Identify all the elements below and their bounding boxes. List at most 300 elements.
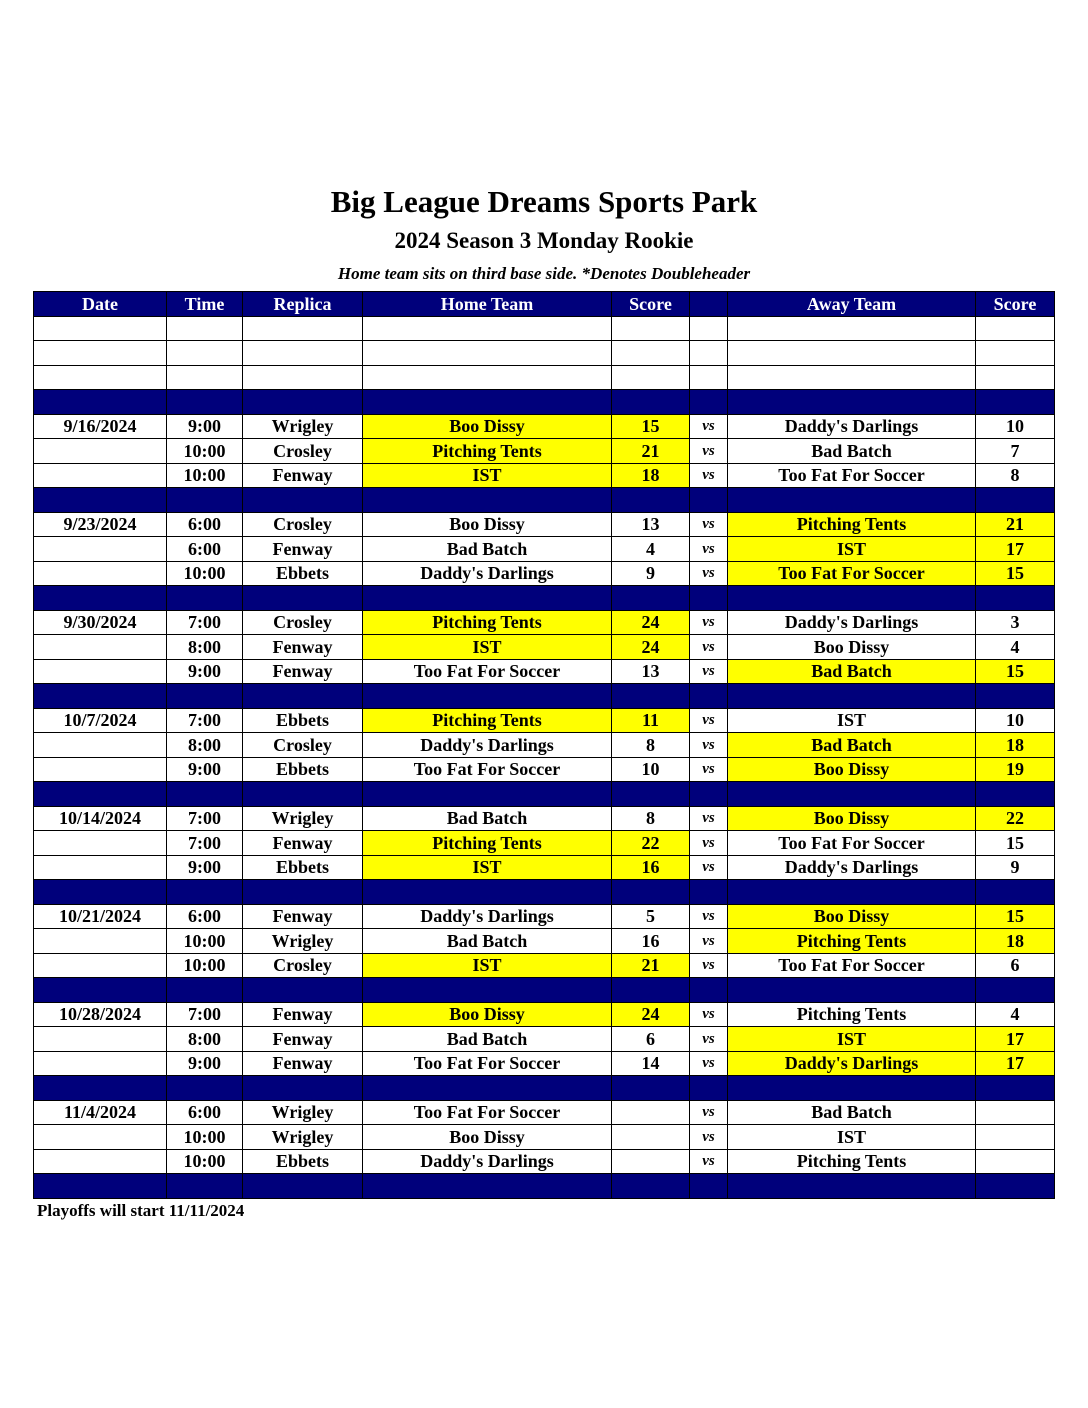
away-team: Daddy's Darlings [728,1051,976,1076]
vs-label: vs [690,610,728,635]
game-time: 9:00 [167,414,243,439]
game-replica: Ebbets [243,708,363,733]
empty-cell [728,390,976,415]
home-score: 6 [612,1027,690,1052]
empty-cell [612,365,690,390]
empty-cell [363,782,612,807]
empty-cell [34,341,167,366]
empty-cell [690,365,728,390]
page-title: Big League Dreams Sports Park [330,184,758,219]
empty-cell [34,586,167,611]
away-team: IST [728,1125,976,1150]
empty-cell [728,341,976,366]
empty-cell [363,316,612,341]
vs-label: vs [690,512,728,537]
home-team: Pitching Tents [363,610,612,635]
empty-cell [690,390,728,415]
col-home-team: Home Team [363,292,612,317]
empty-cell [976,586,1055,611]
empty-cell [34,880,167,905]
game-date [34,1149,167,1174]
home-score: 11 [612,708,690,733]
empty-cell [728,586,976,611]
away-team: Boo Dissy [728,757,976,782]
home-score: 14 [612,1051,690,1076]
game-replica: Fenway [243,537,363,562]
home-team: Too Fat For Soccer [363,1100,612,1125]
away-score [976,1149,1055,1174]
empty-cell [976,390,1055,415]
game-row [34,757,1055,782]
empty-cell [34,684,167,709]
home-team: IST [363,953,612,978]
vs-label: vs [690,708,728,733]
empty-cell [363,684,612,709]
away-team: Too Fat For Soccer [728,561,976,586]
away-team: Daddy's Darlings [728,414,976,439]
empty-cell [34,1076,167,1101]
empty-cell [728,782,976,807]
game-time: 10:00 [167,463,243,488]
game-replica: Wrigley [243,806,363,831]
empty-cell [167,1174,243,1199]
empty-cell [34,782,167,807]
home-score [612,1125,690,1150]
game-date [34,831,167,856]
empty-cell [690,684,728,709]
vs-label: vs [690,537,728,562]
empty-cell [976,488,1055,513]
game-date: 9/23/2024 [34,512,167,537]
away-team: IST [728,708,976,733]
game-time: 9:00 [167,757,243,782]
vs-label: vs [690,659,728,684]
home-team: Bad Batch [363,537,612,562]
away-score: 6 [976,953,1055,978]
game-row [34,635,1055,660]
game-date: 10/21/2024 [34,904,167,929]
vs-label: vs [690,1027,728,1052]
game-date [34,929,167,954]
away-score: 22 [976,806,1055,831]
game-row [34,414,1055,439]
away-score [976,1125,1055,1150]
away-score: 17 [976,537,1055,562]
game-time: 7:00 [167,806,243,831]
schedule-body [34,316,1055,1198]
schedule-table [33,291,1055,1199]
empty-cell [728,1174,976,1199]
game-time: 7:00 [167,1002,243,1027]
empty-cell [612,1174,690,1199]
vs-label: vs [690,561,728,586]
empty-cell [612,390,690,415]
empty-cell [612,880,690,905]
home-team: Pitching Tents [363,831,612,856]
game-date [34,463,167,488]
empty-cell [690,316,728,341]
game-date [34,1051,167,1076]
separator-row [34,1174,1055,1199]
away-team: Pitching Tents [728,1002,976,1027]
away-score: 15 [976,659,1055,684]
away-score: 19 [976,757,1055,782]
game-row [34,904,1055,929]
game-date [34,659,167,684]
home-team: IST [363,855,612,880]
game-time: 10:00 [167,929,243,954]
home-team: Boo Dissy [363,1002,612,1027]
home-score: 10 [612,757,690,782]
game-replica: Ebbets [243,855,363,880]
vs-label: vs [690,1100,728,1125]
game-date: 10/28/2024 [34,1002,167,1027]
away-score: 18 [976,929,1055,954]
empty-cell [167,341,243,366]
away-score: 18 [976,733,1055,758]
empty-cell [690,1076,728,1101]
separator-row [34,390,1055,415]
vs-label: vs [690,635,728,660]
vs-label: vs [690,929,728,954]
game-date [34,439,167,464]
home-score: 21 [612,953,690,978]
empty-cell [690,488,728,513]
col-away-score: Score [976,292,1055,317]
empty-cell [243,684,363,709]
home-score: 16 [612,855,690,880]
empty-cell [243,390,363,415]
empty-cell [363,365,612,390]
game-replica: Wrigley [243,1100,363,1125]
empty-cell [34,1174,167,1199]
vs-label: vs [690,1002,728,1027]
empty-cell [976,1076,1055,1101]
away-score: 4 [976,1002,1055,1027]
game-replica: Ebbets [243,1149,363,1174]
empty-cell [363,586,612,611]
col-home-score: Score [612,292,690,317]
empty-cell [976,365,1055,390]
game-date [34,1125,167,1150]
empty-cell [728,488,976,513]
game-time: 8:00 [167,1027,243,1052]
empty-cell [690,978,728,1003]
game-replica: Fenway [243,659,363,684]
empty-cell [612,684,690,709]
game-row [34,855,1055,880]
vs-label: vs [690,1125,728,1150]
home-team: Boo Dissy [363,512,612,537]
game-date: 10/7/2024 [34,708,167,733]
game-time: 8:00 [167,635,243,660]
home-score: 8 [612,806,690,831]
game-date [34,537,167,562]
game-row [34,733,1055,758]
home-score: 13 [612,659,690,684]
game-time: 6:00 [167,537,243,562]
empty-cell [363,1076,612,1101]
game-row [34,1100,1055,1125]
empty-cell [34,390,167,415]
col-date: Date [34,292,167,317]
game-time: 9:00 [167,855,243,880]
game-date: 9/30/2024 [34,610,167,635]
vs-label: vs [690,463,728,488]
home-team: Too Fat For Soccer [363,1051,612,1076]
empty-cell [976,978,1055,1003]
away-score: 10 [976,414,1055,439]
home-score [612,1149,690,1174]
away-team: Boo Dissy [728,904,976,929]
home-team: IST [363,635,612,660]
blank-row [34,316,1055,341]
empty-cell [728,978,976,1003]
empty-cell [612,586,690,611]
home-team: Bad Batch [363,806,612,831]
empty-cell [728,1076,976,1101]
vs-label: vs [690,733,728,758]
home-score: 21 [612,439,690,464]
game-row [34,561,1055,586]
vs-label: vs [690,757,728,782]
home-team: Too Fat For Soccer [363,757,612,782]
empty-cell [976,1174,1055,1199]
home-team: Daddy's Darlings [363,733,612,758]
home-score: 4 [612,537,690,562]
home-team: IST [363,463,612,488]
vs-label: vs [690,953,728,978]
home-team: Daddy's Darlings [363,904,612,929]
home-team: Boo Dissy [363,414,612,439]
game-time: 8:00 [167,733,243,758]
empty-cell [976,316,1055,341]
game-time: 7:00 [167,708,243,733]
empty-cell [167,684,243,709]
empty-cell [690,586,728,611]
game-row [34,708,1055,733]
empty-cell [34,978,167,1003]
game-row [34,537,1055,562]
empty-cell [167,488,243,513]
empty-cell [612,316,690,341]
game-replica: Wrigley [243,929,363,954]
home-score: 13 [612,512,690,537]
game-replica: Ebbets [243,561,363,586]
home-score: 18 [612,463,690,488]
empty-cell [167,586,243,611]
away-score: 4 [976,635,1055,660]
away-team: Bad Batch [728,733,976,758]
game-time: 6:00 [167,512,243,537]
empty-cell [690,1174,728,1199]
empty-cell [976,880,1055,905]
vs-label: vs [690,1149,728,1174]
empty-cell [167,316,243,341]
empty-cell [243,880,363,905]
blank-row [34,365,1055,390]
empty-cell [167,880,243,905]
away-team: Boo Dissy [728,635,976,660]
game-replica: Fenway [243,1027,363,1052]
away-score: 21 [976,512,1055,537]
away-team: Too Fat For Soccer [728,953,976,978]
empty-cell [243,586,363,611]
game-time: 10:00 [167,1125,243,1150]
game-time: 7:00 [167,610,243,635]
away-team: IST [728,537,976,562]
game-row [34,1051,1055,1076]
separator-row [34,684,1055,709]
schedule-note: Home team sits on third base side. *Denotes Doubleheader [337,264,751,283]
game-date [34,1027,167,1052]
game-replica: Crosley [243,512,363,537]
away-team: Daddy's Darlings [728,855,976,880]
vs-label: vs [690,414,728,439]
away-team: Daddy's Darlings [728,610,976,635]
game-date [34,635,167,660]
game-replica: Wrigley [243,1125,363,1150]
empty-cell [34,365,167,390]
empty-cell [243,488,363,513]
empty-cell [34,316,167,341]
separator-row [34,488,1055,513]
away-team: Bad Batch [728,659,976,684]
away-score: 15 [976,831,1055,856]
vs-label: vs [690,855,728,880]
home-team: Pitching Tents [363,708,612,733]
game-replica: Fenway [243,635,363,660]
empty-cell [690,782,728,807]
game-time: 10:00 [167,439,243,464]
home-score [612,1100,690,1125]
game-row [34,463,1055,488]
game-time: 10:00 [167,1149,243,1174]
away-score: 17 [976,1051,1055,1076]
empty-cell [976,684,1055,709]
game-replica: Fenway [243,831,363,856]
game-replica: Crosley [243,953,363,978]
empty-cell [363,341,612,366]
game-row [34,1002,1055,1027]
vs-label: vs [690,831,728,856]
empty-cell [167,365,243,390]
home-score: 16 [612,929,690,954]
game-row [34,1125,1055,1150]
empty-cell [363,390,612,415]
empty-cell [243,365,363,390]
away-score: 9 [976,855,1055,880]
game-date [34,733,167,758]
empty-cell [243,978,363,1003]
empty-cell [243,316,363,341]
page-subtitle: 2024 Season 3 Monday Rookie [394,228,694,253]
away-score: 15 [976,904,1055,929]
game-replica: Crosley [243,439,363,464]
game-date: 11/4/2024 [34,1100,167,1125]
empty-cell [976,782,1055,807]
away-team: Pitching Tents [728,929,976,954]
game-date [34,561,167,586]
separator-row [34,880,1055,905]
game-row [34,512,1055,537]
game-row [34,929,1055,954]
away-score: 8 [976,463,1055,488]
empty-cell [167,1076,243,1101]
game-time: 6:00 [167,1100,243,1125]
col-away-team: Away Team [728,292,976,317]
game-date: 10/14/2024 [34,806,167,831]
away-score [976,1100,1055,1125]
empty-cell [728,684,976,709]
empty-cell [728,880,976,905]
game-replica: Wrigley [243,414,363,439]
empty-cell [167,978,243,1003]
away-score: 10 [976,708,1055,733]
vs-label: vs [690,439,728,464]
away-team: Pitching Tents [728,512,976,537]
game-row [34,1027,1055,1052]
empty-cell [243,341,363,366]
home-score: 8 [612,733,690,758]
home-score: 5 [612,904,690,929]
game-time: 9:00 [167,659,243,684]
vs-label: vs [690,806,728,831]
away-score: 17 [976,1027,1055,1052]
vs-label: vs [690,904,728,929]
vs-label: vs [690,1051,728,1076]
empty-cell [34,488,167,513]
home-team: Too Fat For Soccer [363,659,612,684]
away-team: Bad Batch [728,439,976,464]
empty-cell [363,488,612,513]
empty-cell [243,782,363,807]
away-team: Too Fat For Soccer [728,831,976,856]
game-date: 9/16/2024 [34,414,167,439]
empty-cell [363,880,612,905]
col-time: Time [167,292,243,317]
game-row [34,953,1055,978]
game-replica: Fenway [243,904,363,929]
home-team: Bad Batch [363,1027,612,1052]
game-replica: Crosley [243,733,363,758]
empty-cell [612,1076,690,1101]
separator-row [34,1076,1055,1101]
empty-cell [243,1076,363,1101]
blank-row [34,341,1055,366]
empty-cell [728,365,976,390]
game-date [34,757,167,782]
game-time: 7:00 [167,831,243,856]
away-team: Bad Batch [728,1100,976,1125]
home-score: 24 [612,635,690,660]
separator-row [34,782,1055,807]
game-row [34,659,1055,684]
game-row [34,806,1055,831]
home-team: Daddy's Darlings [363,561,612,586]
away-team: Boo Dissy [728,806,976,831]
away-score: 7 [976,439,1055,464]
playoffs-note: Playoffs will start 11/11/2024 [37,1201,245,1220]
empty-cell [690,880,728,905]
header-row [34,292,1055,317]
empty-cell [167,390,243,415]
empty-cell [612,978,690,1003]
game-time: 9:00 [167,1051,243,1076]
col-replica: Replica [243,292,363,317]
home-team: Boo Dissy [363,1125,612,1150]
away-score: 15 [976,561,1055,586]
